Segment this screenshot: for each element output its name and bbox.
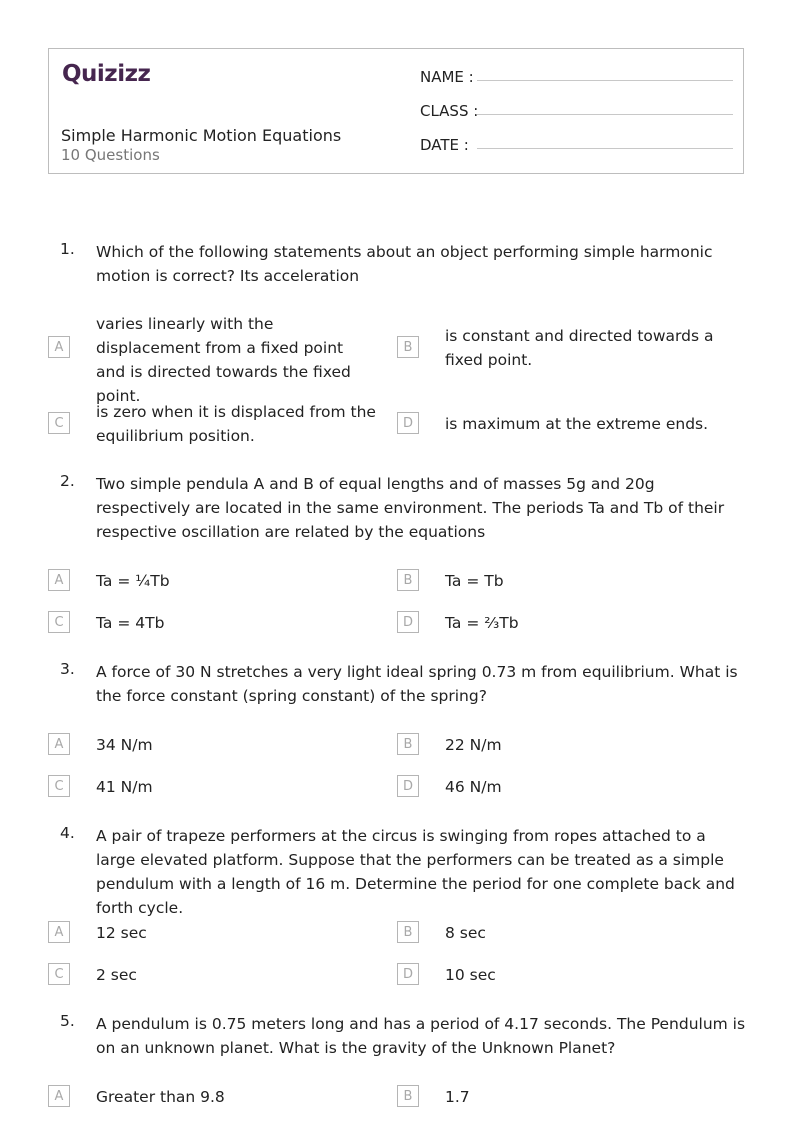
date-label: DATE : [420,136,469,154]
option-text: Ta = ⅔Tb [445,614,519,632]
option-text: 12 sec [96,924,147,942]
option-letter-box[interactable]: A [48,921,70,943]
option-text: Ta = Tb [445,572,504,590]
option-text: is maximum at the extreme ends. [445,415,709,433]
option-text: Ta = ¼Tb [96,572,170,590]
option-text: 41 N/m [96,778,153,796]
question-number: 5. [60,1012,75,1030]
option-text: is zero when it is displaced from the equilibrium position. [96,403,376,445]
option-text: 8 sec [445,924,486,942]
option-letter-box[interactable]: D [397,963,419,985]
name-label: NAME : [420,68,474,86]
option-letter-box[interactable]: A [48,733,70,755]
option-text: 10 sec [445,966,496,984]
question-number: 2. [60,472,75,490]
option-letter-box[interactable]: B [397,921,419,943]
worksheet-title: Simple Harmonic Motion Equations [61,126,342,145]
question-text: Which of the following statements about an object performing simple harmonic motion is correct? Its acceleration [96,243,713,285]
option-text: 1.7 [445,1088,470,1106]
option-text: Greater than 9.8 [96,1088,225,1106]
question-text: A pair of trapeze performers at the circus is swinging from ropes attached to a large elevated platform. Suppose that the performers can be treated as a simple pendulum with a length of 16 m. Determine the period for one complete back and forth cycle. [96,827,735,917]
option-text: is constant and directed towards a fixed point. [445,327,714,369]
option-letter-box[interactable]: C [48,963,70,985]
class-label: CLASS : [420,102,479,120]
option-letter-box[interactable]: B [397,569,419,591]
option-letter-box[interactable]: A [48,336,70,358]
name-line[interactable] [477,80,733,81]
option-letter-box[interactable]: D [397,775,419,797]
option-letter-box[interactable]: A [48,569,70,591]
option-text: 34 N/m [96,736,153,754]
option-letter-box[interactable]: D [397,611,419,633]
question-text: A force of 30 N stretches a very light ideal spring 0.73 m from equilibrium. What is the force constant (spring constant) of the spring? [96,663,738,705]
question-number: 4. [60,824,75,842]
option-letter-box[interactable]: C [48,611,70,633]
option-letter-box[interactable]: B [397,733,419,755]
question-text: Two simple pendula A and B of equal lengths and of masses 5g and 20g respectively are located in the same environment. The periods Ta and Tb of their respective oscillation are related by the equations [96,475,725,541]
worksheet-header [48,48,744,174]
option-text: varies linearly with the displacement from a fixed point and is directed towards the fixed point. [96,315,351,405]
option-letter-box[interactable]: B [397,1085,419,1107]
question-text: A pendulum is 0.75 meters long and has a period of 4.17 seconds. The Pendulum is on an unknown planet. What is the gravity of the Unknown Planet? [96,1015,746,1057]
option-text: 2 sec [96,966,137,984]
quizizz-logo: Quizizz [62,61,151,87]
date-field [420,136,469,154]
option-letter-box[interactable]: C [48,412,70,434]
option-text: 46 N/m [445,778,502,796]
option-letter-box[interactable]: D [397,412,419,434]
name-field [420,68,474,86]
class-field [420,102,478,120]
option-letter-box[interactable]: A [48,1085,70,1107]
option-letter-box[interactable]: B [397,336,419,358]
question-count: 10 Questions [61,146,160,164]
option-letter-box[interactable]: C [48,775,70,797]
class-line[interactable] [477,114,733,115]
question-number: 3. [60,660,75,678]
date-line[interactable] [477,148,733,149]
option-text: 22 N/m [445,736,502,754]
question-number: 1. [60,240,75,258]
option-text: Ta = 4Tb [96,614,165,632]
